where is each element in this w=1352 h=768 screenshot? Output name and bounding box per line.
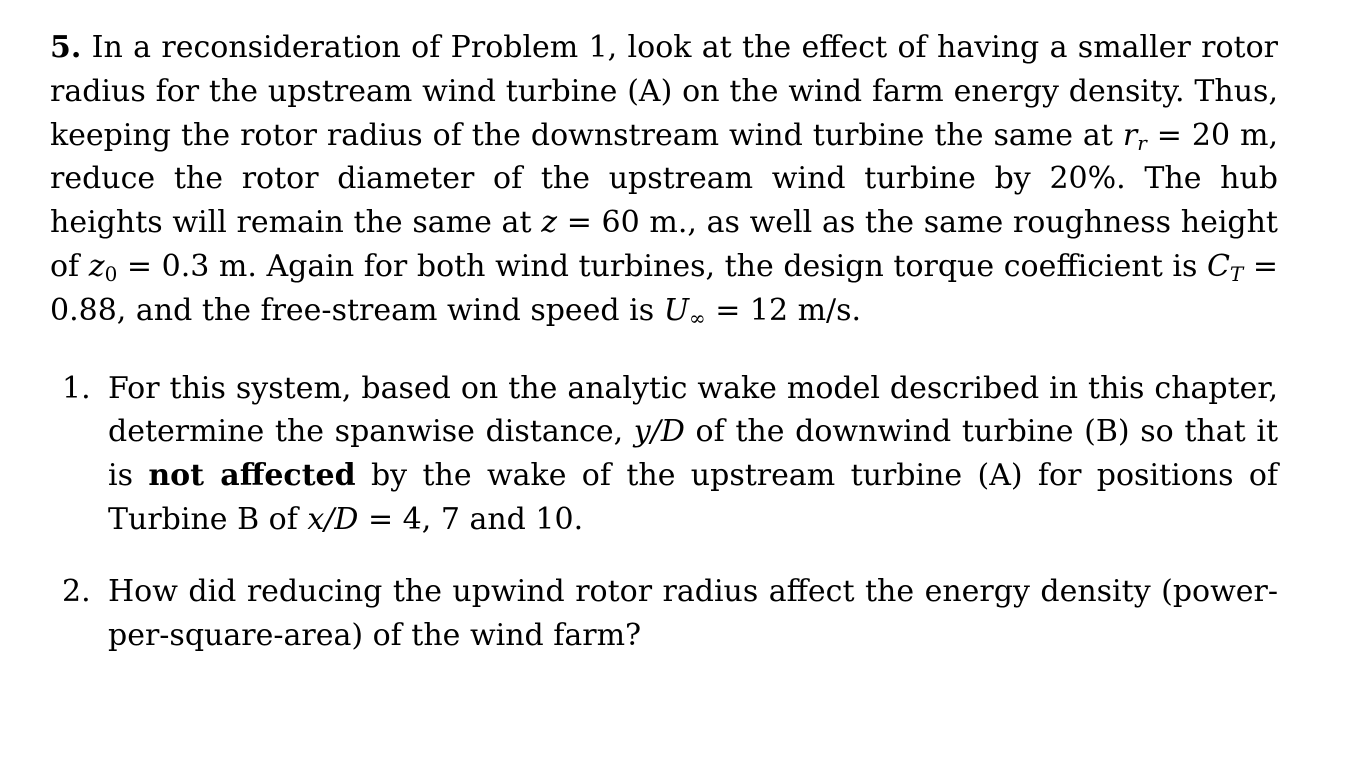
question-text-part: For this system, based on the analytic wake model described in this chapter, determine the spanwise distance, (108, 370, 1278, 450)
math-x-over-d: x/D (307, 501, 359, 537)
math-y-over-d: y/D (633, 414, 685, 450)
math-var-u: U (663, 292, 689, 328)
emphasis-not-affected: not affected (148, 458, 356, 494)
document-page (50, 26, 1278, 685)
math-var-z0: z (88, 248, 105, 284)
question-number: 1. (62, 370, 91, 406)
math-var-z: z (541, 205, 558, 241)
question-number: 2. (62, 573, 91, 609)
math-sub-infinity: ∞ (689, 305, 706, 330)
question-item-1 (50, 367, 1278, 542)
problem-text-part: = 20 m, reduce the rotor diameter of the upstream wind turbine by 20%. The hub heights will remain the same at (50, 117, 1278, 241)
question-text-part: of the downwind turbine (B) so that it is (108, 414, 1279, 494)
question-text-part: How did reducing the upwind rotor radius affect the energy density (power-per-square-area) of the wind farm? (108, 573, 1278, 653)
problem-number: 5. (50, 30, 82, 65)
math-sub-t: T (1229, 261, 1244, 286)
question-text-part: = 4, 7 and 10. (358, 501, 584, 537)
math-var-r: r (1122, 117, 1138, 153)
math-var-ct: C (1206, 248, 1230, 284)
problem-text-part: In a reconsideration of Problem 1, look at the effect of having a smaller rotor radius for the upstream wind turbine (A) on the wind farm energy density. Thus, keeping the rotor radius of the downstream wind turbine the same at (50, 30, 1278, 153)
problem-text-part: = 0.88, and the free-stream wind speed is (50, 248, 1278, 328)
math-sub-r: r (1137, 130, 1147, 155)
question-text-part: by the wake of the upstream turbine (A) for positions of Turbine B of (108, 458, 1278, 537)
problem-statement (50, 26, 1278, 333)
problem-text-part: = 0.3 m. Again for both wind turbines, the design torque coefficient is (117, 248, 1207, 284)
problem-text-part: = 60 m., as well as the same roughness height of (50, 205, 1278, 284)
problem-text-part: = 12 m/s. (705, 292, 862, 328)
question-list (50, 367, 1278, 658)
math-sub-0: 0 (104, 261, 118, 286)
question-item-2 (50, 570, 1278, 658)
